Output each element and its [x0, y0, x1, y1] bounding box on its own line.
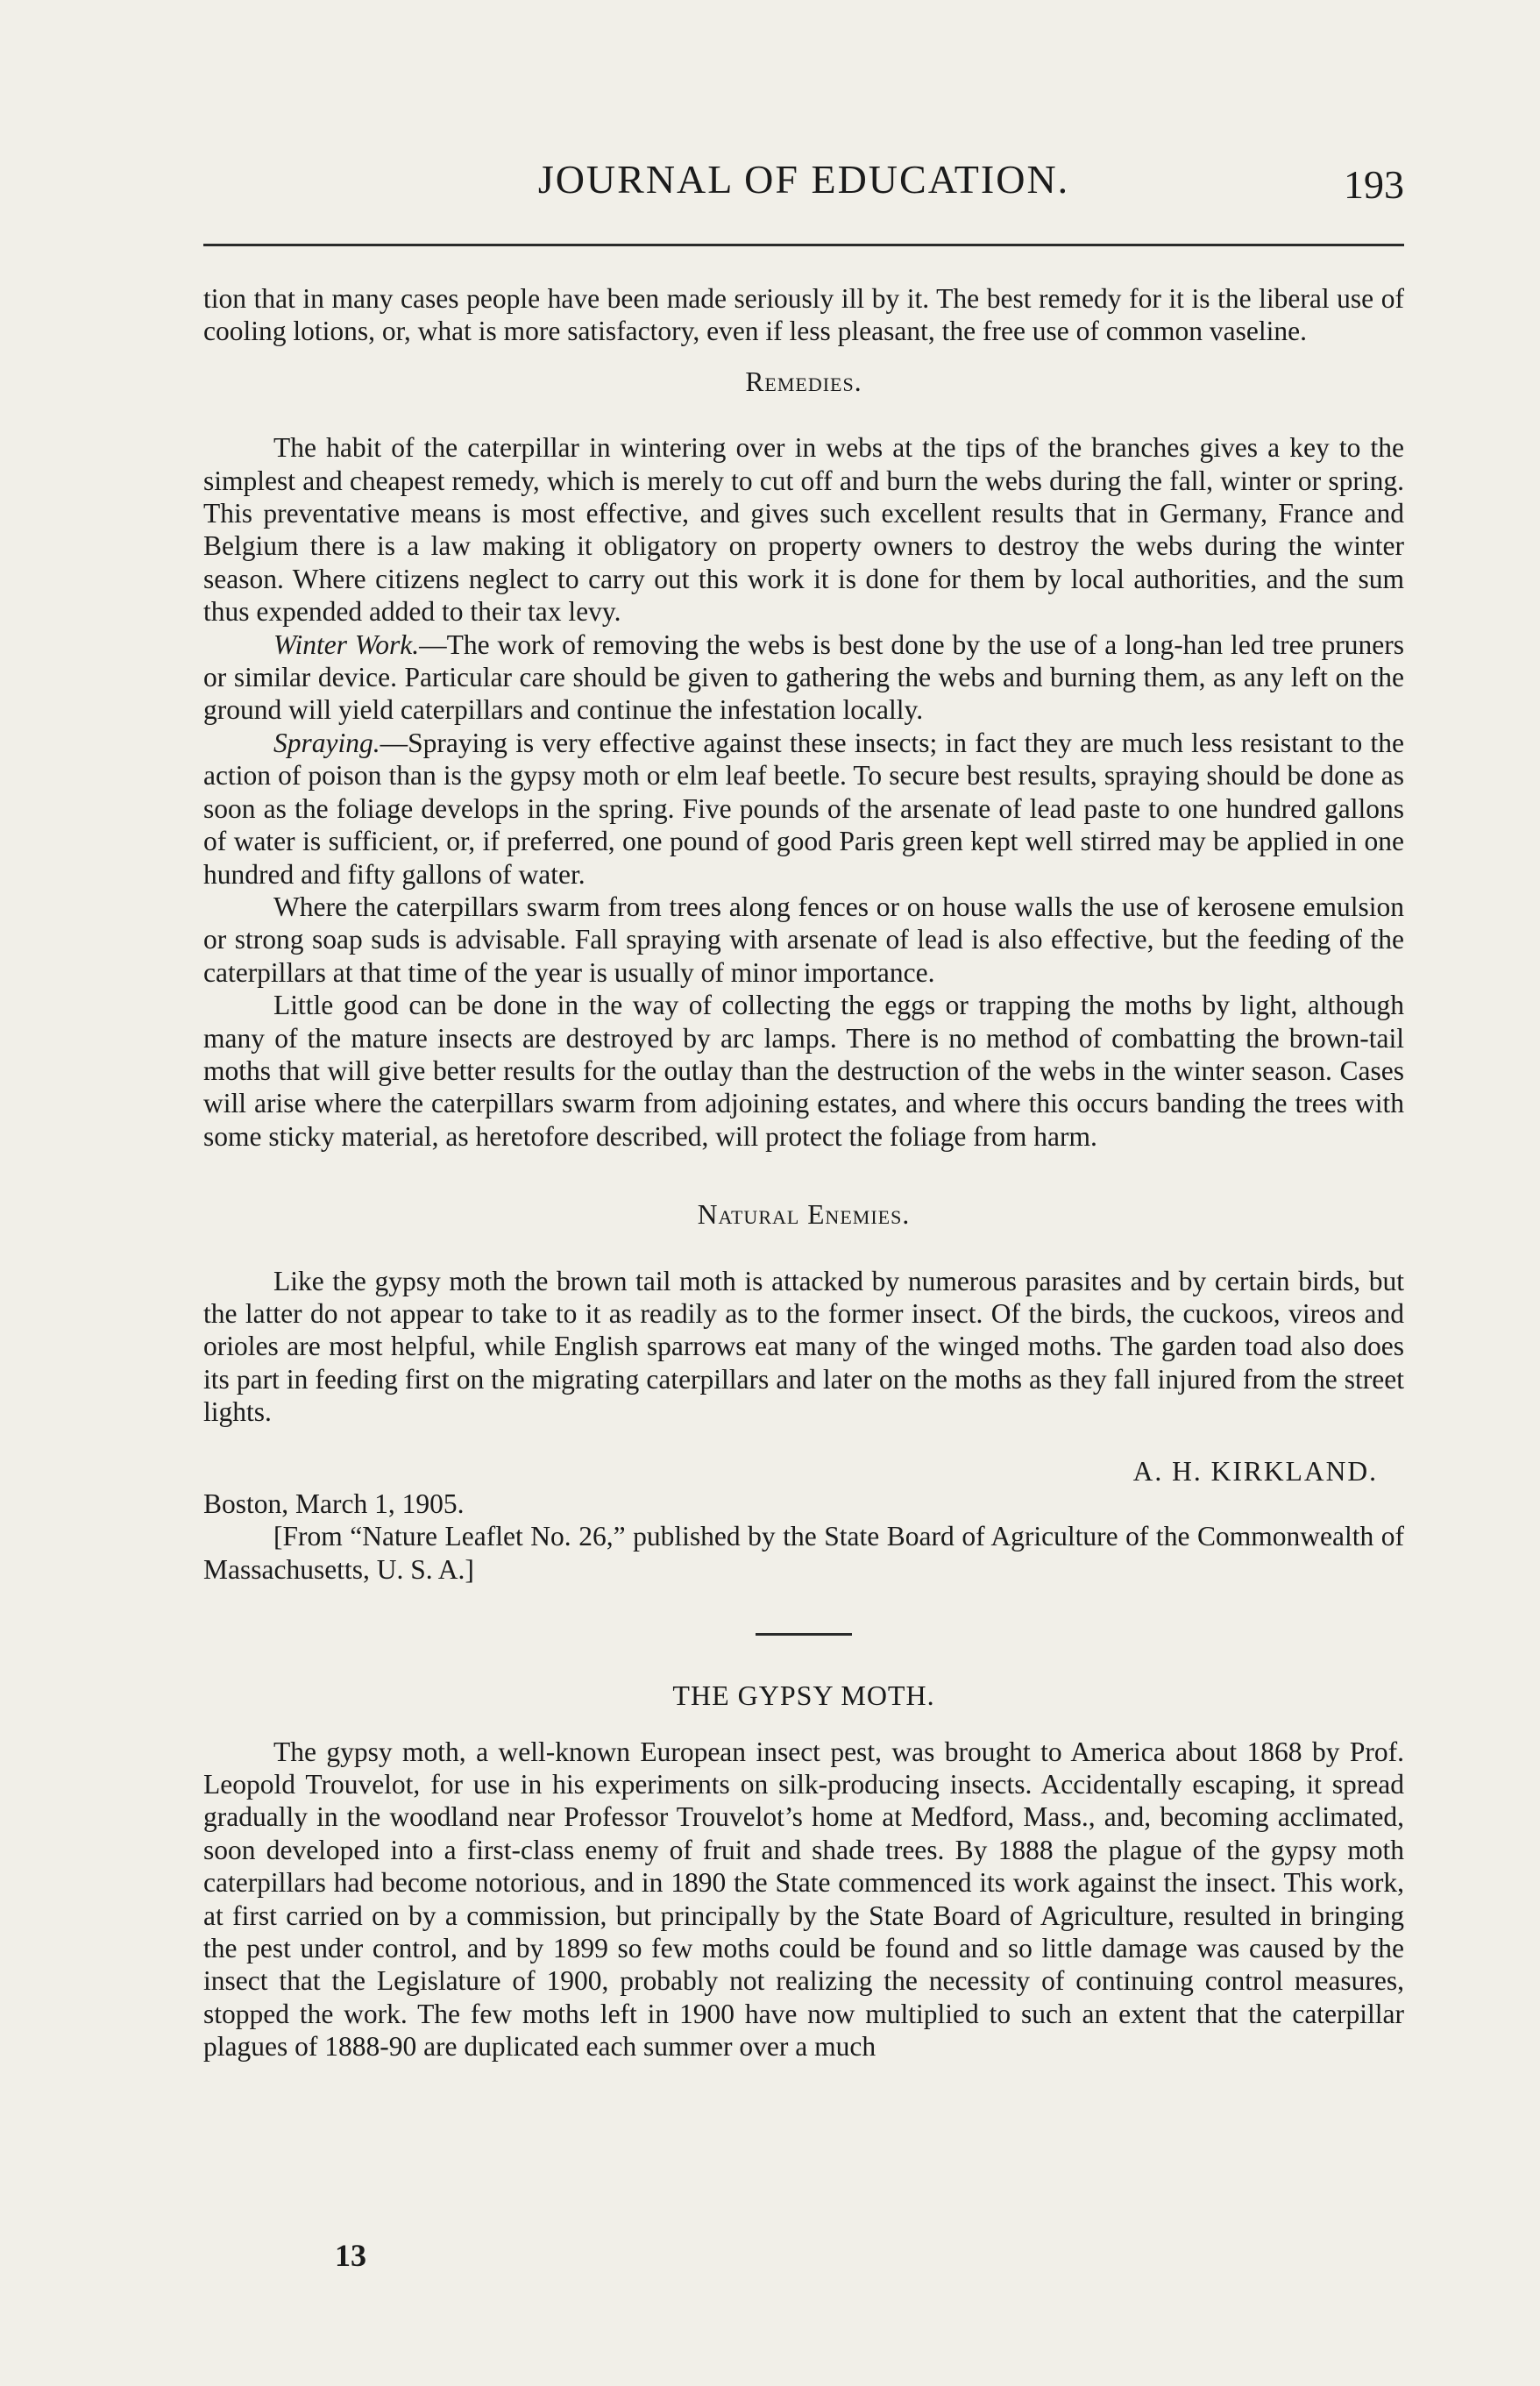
- journal-title: JOURNAL OF EDUCATION.: [537, 157, 1070, 202]
- dateline: Boston, March 1, 1905.: [203, 1488, 465, 1519]
- intro-paragraph: tion that in many cases people have been made seriously ill by it. The best remedy for it is the liberal use of cooling lotions, or, what is more satisfactory, even if less pleasant, the free use of common vaseline.: [203, 283, 1404, 347]
- source-note: [From “Nature Leaflet No. 26,” published by the State Board of Agriculture of the Commonwealth of Massachusetts, U. S. A.]: [203, 1521, 1404, 1585]
- author-signature: A. H. KIRKLAND.: [1132, 1455, 1378, 1487]
- page-header: [203, 156, 1404, 217]
- natural-enemies-paragraph: Like the gypsy moth the brown tail moth is attacked by numerous parasites and by certain birds, but the latter do not appear to take to it as readily as to the former insect. Of the birds, the cuckoos, vireos and orioles are most helpful, while English sparrows eat many of the winged moths. The garden toad also does its part in feeding first on the migrating caterpillars and later on the moths as they fall injured from the street lights.: [203, 1265, 1404, 1428]
- printer-signature-mark: 13: [335, 2238, 366, 2273]
- text-column: [203, 282, 1404, 2063]
- section-divider: [756, 1633, 852, 1636]
- gypsy-moth-paragraph: The gypsy moth, a well-known European insect pest, was brought to America about 1868 by Prof. Leopold Trouvelot, for use in his experiments on silk-producing insects. Accidentally escaping, it spread gradually in the woodland near Professor Trouvelot’s home at Medford, Mass., and, becoming acclimated, soon developed into a first-class enemy of fruit and shade trees. By 1888 the plague of the gypsy moth caterpillars had become notorious, and in 1890 the State commenced its work against the insect. This work, at first carried on by a commission, but principally by the State Board of Agriculture, resulted in bringing the pest under control, and by 1899 so few moths could be found and so little damage was caused by the insect that the Legislature of 1900, probably not realizing the necessity of continuing control measures, stopped the work. The few moths left in 1900 have now multiplied to such an extent that the caterpillar plagues of 1888-90 are duplicated each summer over a much: [203, 1736, 1404, 2063]
- natural-enemies-heading: Natural Enemies.: [697, 1199, 911, 1231]
- spraying-text: —Spraying is very effective against these insects; in fact they are much less resistant to the action of poison than is the gypsy moth or elm leaf beetle. To secure best results, spraying should be done as soon as the foliage develops in the spring. Five pounds of the arsenate of lead paste to one hundred gallons of water is sufficient, or, if preferred, one pound of good Paris green kept well stirred may be applied in one hundred and fifty gallons of water.: [203, 727, 1404, 890]
- remedies-heading: Remedies.: [745, 366, 862, 397]
- page-number: 193: [1344, 162, 1404, 207]
- winter-work-paragraph: [203, 628, 1404, 727]
- gypsy-moth-title: THE GYPSY MOTH.: [672, 1679, 935, 1712]
- remedies-paragraph-1: The habit of the caterpillar in wintering over in webs at the tips of the branches gives a key to the simplest and cheapest remedy, which is merely to cut off and burn the webs during the fall, winter or spring. This preventative means is most effective, and gives such excellent results that in Germany, France and Belgium there is a law making it obligatory on property owners to destroy the webs during the winter season. Where citizens neglect to carry out this work it is done for them by local authorities, and the sum thus expended added to their tax levy.: [203, 432, 1404, 628]
- winter-work-label: Winter Work.: [273, 628, 420, 660]
- remedies-paragraph-4: Where the caterpillars swarm from trees along fences or on house walls the use of kerosene emulsion or strong soap suds is advisable. Fall spraying with arsenate of lead is also effective, but the feeding of the caterpillars at that time of the year is usually of minor importance.: [203, 891, 1404, 988]
- remedies-paragraph-5: Little good can be done in the way of collecting the eggs or trapping the moths by light, although many of the mature insects are destroyed by arc lamps. There is no method of combatting the brown-tail moths that will give better results for the outlay than the destruction of the webs in the winter season. Cases will arise where the caterpillars swarm from adjoining estates, and where this occurs banding the trees with some sticky material, as heretofore described, will protect the foliage from harm.: [203, 990, 1404, 1152]
- spraying-paragraph: [203, 727, 1404, 891]
- winter-work-text: —The work of removing the webs is best done by the use of a long-han led tree pruners or similar device. Particular care should be given to gathering the webs and burning them, as any left on the ground will yield caterpillars and continue the infestation locally.: [203, 628, 1404, 726]
- spraying-label: Spraying.: [273, 727, 380, 758]
- header-rule: [203, 244, 1404, 246]
